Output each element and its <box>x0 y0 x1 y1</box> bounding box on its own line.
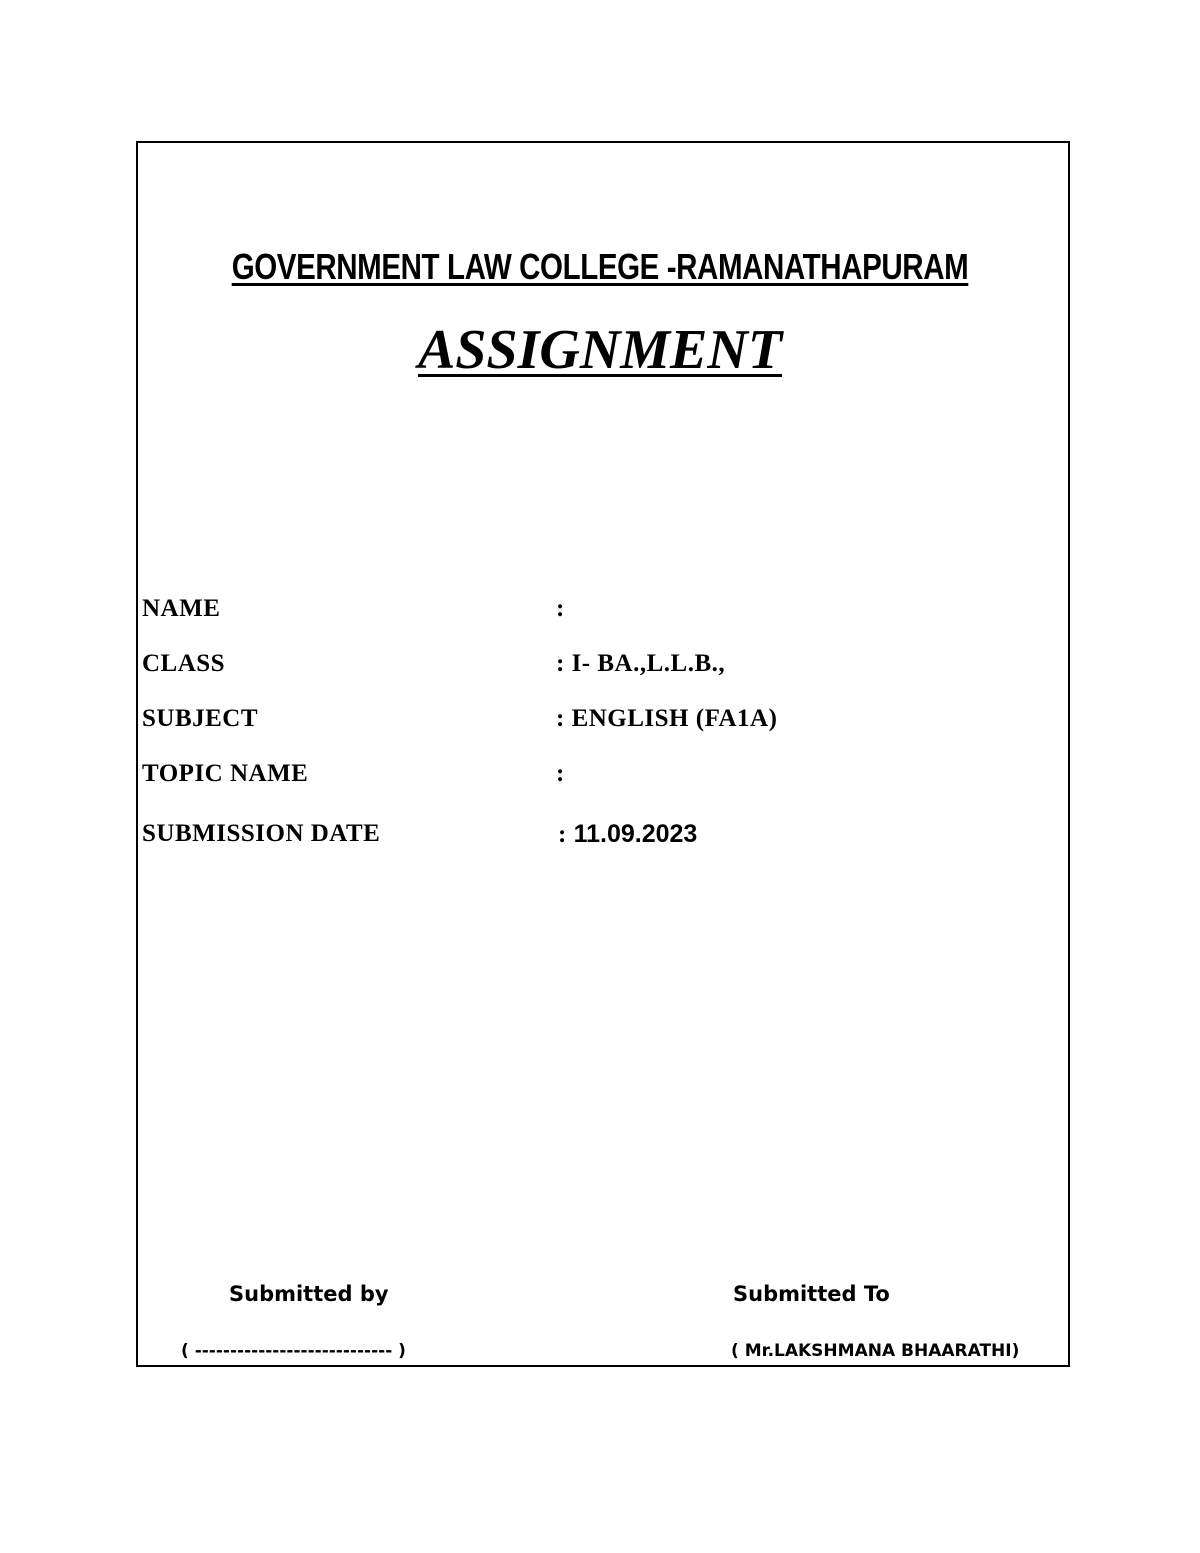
page-title <box>0 318 1200 382</box>
field-value <box>558 820 697 849</box>
page-title-text: ASSIGNMENT <box>417 319 783 381</box>
submitted-by-name: ( ---------------------------- ) <box>181 1341 406 1361</box>
field-label: SUBMISSION DATE <box>142 820 381 847</box>
field-colon: : <box>558 821 567 848</box>
field-value: : ENGLISH (FA1A) <box>556 705 778 732</box>
field-value: : <box>556 760 565 787</box>
field-label: TOPIC NAME <box>142 760 309 787</box>
field-label: SUBJECT <box>142 705 259 732</box>
field-label: CLASS <box>142 650 226 677</box>
field-value: : <box>556 595 565 622</box>
college-title <box>108 246 1092 288</box>
field-label: NAME <box>142 595 221 622</box>
submitted-by-label: Submitted by <box>229 1282 389 1306</box>
submission-date: 11.09.2023 <box>573 820 698 848</box>
submitted-to-label: Submitted To <box>733 1282 890 1306</box>
college-title-text: GOVERNMENT LAW COLLEGE -RAMANATHAPURAM <box>231 246 969 287</box>
submitted-to-name: ( Mr.LAKSHMANA BHAARATHI) <box>731 1341 1020 1361</box>
field-value: : I- BA.,L.L.B., <box>556 650 726 677</box>
